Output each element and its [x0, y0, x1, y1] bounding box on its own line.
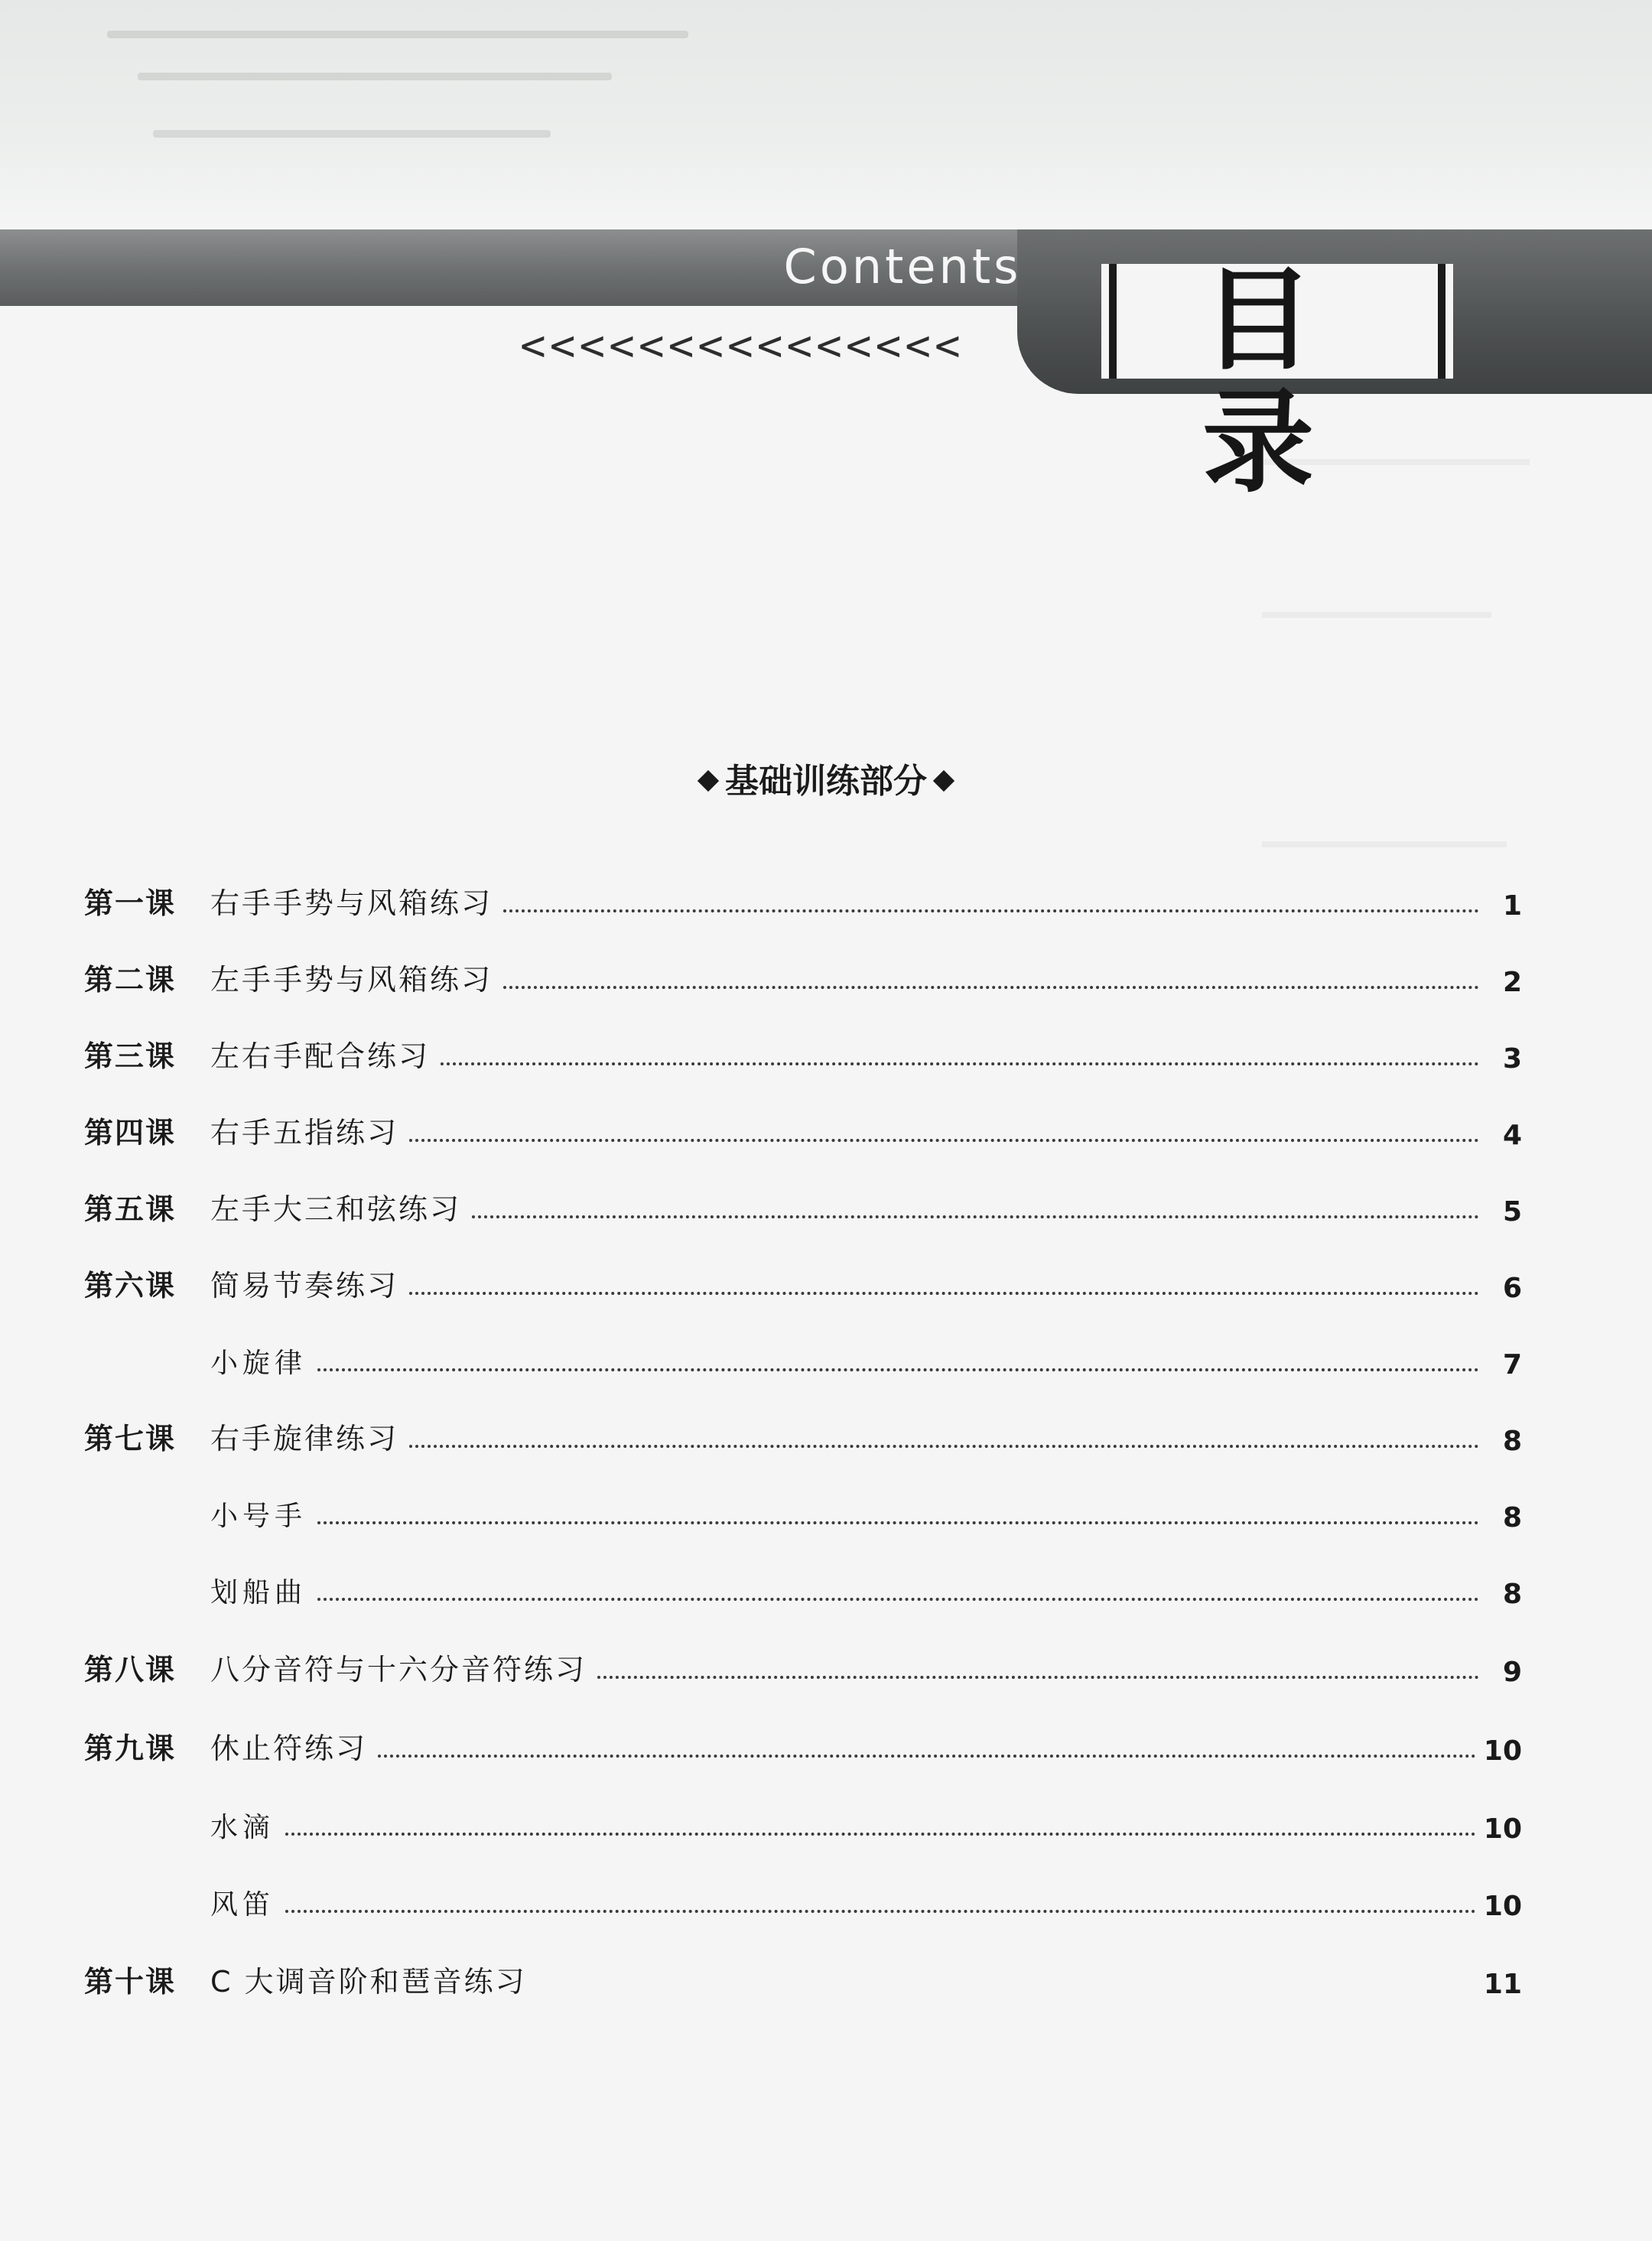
toc-lesson-number: 第八课	[84, 1653, 177, 1686]
toc-page-number: 8	[1502, 1426, 1522, 1457]
toc-page-number: 5	[1502, 1196, 1522, 1228]
toc-page-number: 4	[1502, 1120, 1522, 1151]
toc-entry[interactable]	[84, 1182, 1522, 1228]
toc-title: 左右手配合练习	[210, 1039, 431, 1073]
print-through-line	[153, 130, 551, 138]
toc-dot-leader	[597, 1676, 1479, 1679]
toc-dot-leader	[503, 909, 1479, 912]
toc-dot-leader	[503, 986, 1479, 989]
toc-entry[interactable]	[84, 876, 1522, 922]
toc-entry[interactable]	[84, 1258, 1522, 1304]
diamond-icon	[933, 769, 954, 791]
toc-lesson-number: 第三课	[84, 1039, 177, 1073]
toc-page-number: 10	[1483, 1735, 1522, 1767]
title-bar-right	[1438, 264, 1446, 379]
print-through-line	[107, 31, 688, 38]
toc-page-number: 9	[1502, 1657, 1522, 1688]
toc-lesson-number: 第九课	[84, 1732, 177, 1765]
toc-entry[interactable]	[84, 1642, 1522, 1688]
toc-title: 右手手势与风箱练习	[210, 886, 493, 920]
toc-dot-leader	[378, 1755, 1476, 1758]
toc-title: 左手手势与风箱练习	[210, 963, 493, 997]
toc-entry[interactable]	[84, 1105, 1522, 1151]
toc-subentry[interactable]	[84, 1876, 1522, 1922]
english-title: Contents	[783, 239, 1022, 294]
toc-subentry[interactable]	[84, 1335, 1522, 1381]
toc-title: 简易节奏练习	[210, 1269, 399, 1303]
toc-page-number: 10	[1483, 1813, 1522, 1845]
toc-page-number: 1	[1502, 890, 1522, 922]
toc-entry[interactable]	[84, 1029, 1522, 1075]
toc-title: 右手五指练习	[210, 1116, 399, 1150]
toc-title: 小号手	[210, 1501, 307, 1532]
toc-dot-leader	[441, 1062, 1479, 1065]
toc-entry[interactable]	[84, 952, 1522, 998]
page-title-box	[1101, 255, 1453, 508]
toc-title: 小旋律	[210, 1348, 307, 1379]
toc-dot-leader	[409, 1445, 1479, 1448]
toc-lesson-number: 第七课	[84, 1422, 177, 1456]
toc-title: 划船曲	[210, 1577, 307, 1608]
toc-entry[interactable]	[84, 1411, 1522, 1457]
toc-dot-leader	[317, 1598, 1479, 1601]
toc-page-number: 10	[1483, 1891, 1522, 1922]
toc-title: C 大调音阶和琶音练习	[210, 1965, 527, 1999]
toc-title: 右手旋律练习	[210, 1422, 399, 1456]
title-bar-left	[1109, 264, 1117, 379]
toc-dot-leader	[285, 1833, 1476, 1836]
toc-subentry[interactable]	[84, 1799, 1522, 1845]
print-through-line	[1262, 841, 1507, 847]
section-heading-text: 基础训练部分	[725, 762, 927, 801]
toc-entry[interactable]	[84, 1721, 1522, 1767]
toc-dot-leader	[472, 1215, 1479, 1218]
toc-dot-leader	[409, 1139, 1479, 1142]
toc-page-number: 3	[1502, 1043, 1522, 1075]
page-title: 目录	[1202, 255, 1352, 508]
toc-lesson-number: 第五课	[84, 1192, 177, 1226]
print-through-line	[1262, 612, 1491, 618]
toc-page-number: 8	[1502, 1502, 1522, 1534]
toc-lesson-number: 第四课	[84, 1116, 177, 1150]
toc-page-number: 6	[1502, 1273, 1522, 1304]
toc-dot-leader	[317, 1368, 1479, 1371]
toc-page-number: 8	[1502, 1579, 1522, 1610]
chevron-decoration: <<<<<<<<<<<<<<<	[520, 321, 964, 371]
toc-lesson-number: 第十课	[84, 1965, 177, 1999]
toc-entry[interactable]	[84, 1954, 1522, 2000]
toc-lesson-number: 第一课	[84, 886, 177, 920]
toc-title: 左手大三和弦练习	[210, 1192, 462, 1226]
print-through-line	[1262, 459, 1530, 465]
toc-page-number: 2	[1502, 967, 1522, 998]
toc-title: 风笛	[210, 1889, 275, 1921]
toc-dot-leader	[409, 1292, 1479, 1295]
toc-dot-leader	[285, 1910, 1476, 1913]
print-through-line	[138, 73, 612, 80]
toc-dot-leader	[317, 1521, 1479, 1524]
toc-title: 八分音符与十六分音符练习	[210, 1653, 587, 1686]
section-heading	[0, 753, 1652, 802]
toc-page-number: 11	[1483, 1969, 1522, 2000]
toc-lesson-number: 第二课	[84, 963, 177, 997]
toc-page-number: 7	[1502, 1349, 1522, 1381]
diamond-icon	[698, 769, 719, 791]
toc-subentry[interactable]	[84, 1488, 1522, 1534]
toc-title: 水滴	[210, 1812, 275, 1843]
toc-title: 休止符练习	[210, 1732, 368, 1765]
toc-subentry[interactable]	[84, 1564, 1522, 1610]
toc-lesson-number: 第六课	[84, 1269, 177, 1303]
